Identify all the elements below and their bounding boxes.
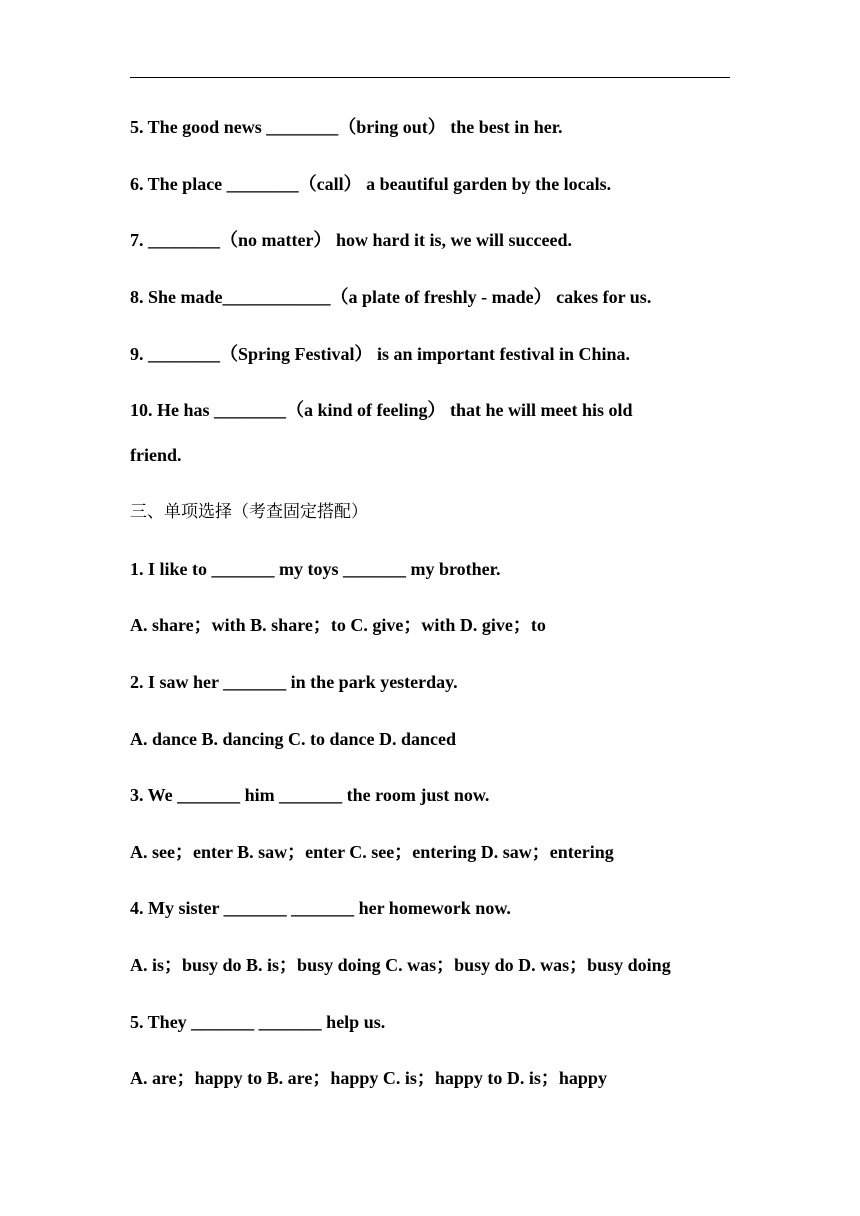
question-text: 6. The place ________（call） a beautiful garden by the locals. — [130, 174, 612, 194]
answer-options: A. is；busy do B. is；busy doing C. was；busy do D. was；busy doing — [130, 955, 671, 975]
answer-options: A. share；with B. share；to C. give；with D. give；to — [130, 615, 546, 635]
answer-options: A. dance B. dancing C. to dance D. danced — [130, 729, 457, 749]
question-text: 3. We _______ him _______ the room just now. — [130, 785, 490, 805]
question-text-continued: friend. — [130, 445, 182, 465]
question-text: 1. I like to _______ my toys _______ my brother. — [130, 559, 501, 579]
answer-options: A. are；happy to B. are；happy C. is；happy to D. is；happy — [130, 1068, 607, 1088]
section-heading: 三、单项选择（考查固定搭配） — [130, 502, 368, 522]
question-text: 5. They _______ _______ help us. — [130, 1012, 386, 1032]
question-text: 5. The good news ________（bring out） the best in her. — [130, 117, 563, 137]
answer-options: A. see；enter B. saw；enter C. see；entering D. saw；entering — [130, 842, 614, 862]
question-text: 2. I saw her _______ in the park yesterday. — [130, 672, 458, 692]
question-text: 9. ________（Spring Festival） is an important festival in China. — [130, 344, 631, 364]
header-rule — [130, 77, 730, 78]
question-text: 4. My sister _______ _______ her homework now. — [130, 898, 511, 918]
question-text: 7. ________（no matter） how hard it is, we will succeed. — [130, 230, 572, 250]
question-text: 8. She made____________（a plate of freshly - made） cakes for us. — [130, 287, 652, 307]
question-text: 10. He has ________（a kind of feeling） that he will meet his old — [130, 400, 633, 420]
